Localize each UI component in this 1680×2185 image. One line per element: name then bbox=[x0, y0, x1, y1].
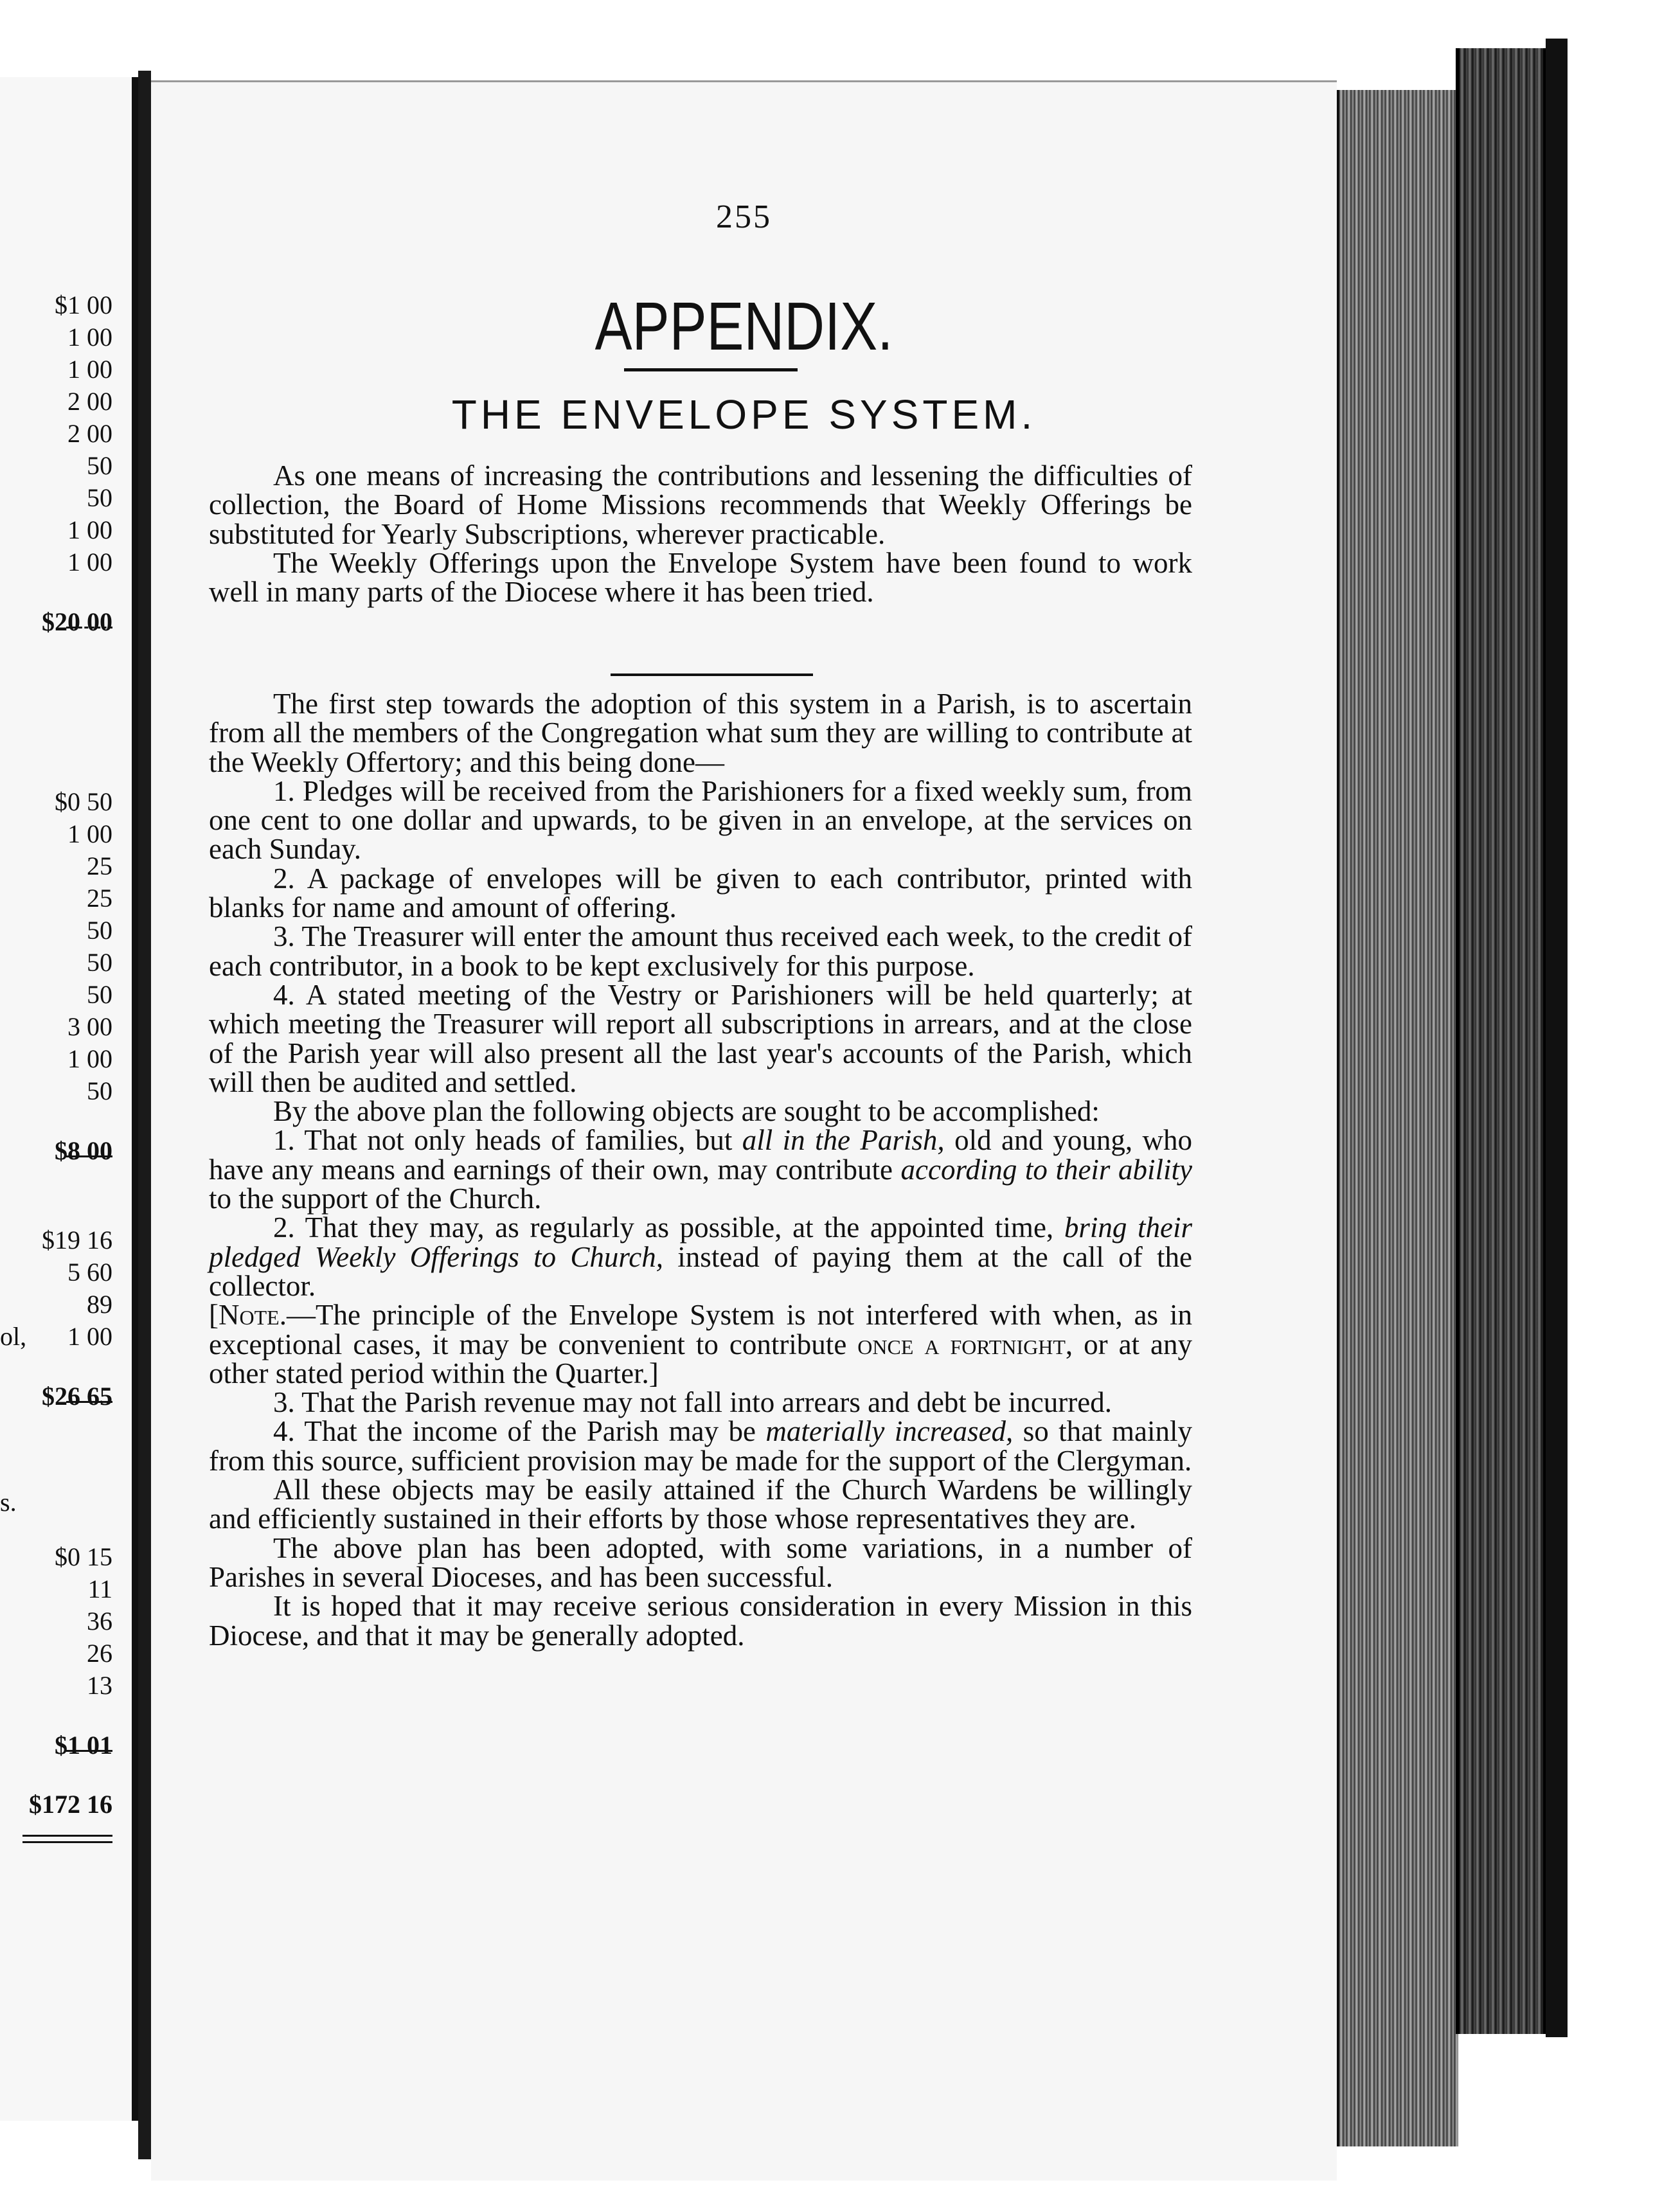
body-paragraph: The first step towards the adoption of this system in a Parish, is to ascertain from all the members of the Congregation what sum they are willing to contribute at the Weekly Offertory; and this being done— bbox=[209, 688, 1192, 778]
ledger-amount: $26 65 bbox=[42, 1382, 112, 1411]
ledger-amount: 50 bbox=[87, 980, 112, 1009]
ledger-amount: 1 00 bbox=[67, 323, 112, 352]
ledger-amount: 1 00 bbox=[67, 515, 112, 544]
ledger-amount: 11 bbox=[87, 1574, 112, 1603]
ledger-amount: $172 16 bbox=[29, 1790, 112, 1819]
ledger-amount: 50 bbox=[87, 1076, 112, 1105]
ledger-amount: $8 00 bbox=[55, 1136, 112, 1165]
ledger-amount: 1 00 bbox=[67, 1044, 112, 1073]
closing-paragraph: All these objects may be easily attained if the Church Wardens be willingly and efficiently sustained in their efforts by those whose representatives they are. bbox=[209, 1474, 1192, 1535]
text-run: instead of paying them at the call of the collector. bbox=[209, 1240, 1192, 1302]
body-paragraph: By the above plan the following objects are sought to be accomplished: bbox=[273, 1095, 1100, 1128]
text-run: to the support of the Church. bbox=[209, 1182, 542, 1215]
text-fragment: ol, bbox=[0, 1322, 27, 1351]
ledger-amount: 26 bbox=[87, 1639, 112, 1668]
ledger-amount: $0 15 bbox=[55, 1542, 112, 1571]
ledger-amount: $19 16 bbox=[42, 1226, 112, 1254]
ledger-amount: 89 bbox=[87, 1290, 112, 1319]
ledger-amount: $20 00 bbox=[42, 607, 112, 636]
text-run: [ bbox=[209, 1299, 219, 1332]
book-cover-board bbox=[1546, 39, 1568, 2037]
ledger-amount: 50 bbox=[87, 451, 112, 480]
intro-text bbox=[209, 461, 1192, 607]
text-run: 1. That not only heads of families, but bbox=[273, 1124, 742, 1157]
ledger-amount: 2 00 bbox=[67, 419, 112, 448]
intro-paragraph: The Weekly Offerings upon the Envelope System have been found to work well in many parts of the Diocese where it has been tried. bbox=[209, 546, 1192, 609]
objective-paragraph bbox=[209, 1126, 1192, 1213]
small-caps-text: once a fortnight, bbox=[857, 1328, 1073, 1360]
closing-paragraph: It is hoped that it may receive serious consideration in every Mission in this Diocese, and that it may be generally adopted. bbox=[209, 1590, 1192, 1652]
section-rule bbox=[611, 673, 813, 676]
left-facing-page bbox=[0, 77, 138, 2121]
section-title: THE ENVELOPE SYSTEM. bbox=[451, 391, 1037, 438]
ledger-amount: 50 bbox=[87, 483, 112, 512]
step-paragraph: 3. The Treasurer will enter the amount thus received each week, to the credit of each contributor, in a book to be kept exclusively for this purpose. bbox=[209, 920, 1192, 982]
total-double-rule bbox=[22, 1835, 112, 1843]
ledger-amount: 25 bbox=[87, 852, 112, 880]
ledger-amount: 25 bbox=[87, 884, 112, 913]
intro-paragraph: As one means of increasing the contributions and lessening the difficulties of collection, the Board of Home Missions recommends that Weekly Offerings be substituted for Yearly Subscriptions, wherever practicable. bbox=[209, 459, 1192, 550]
text-run: or at any other stated period within the Quarter.] bbox=[209, 1328, 1193, 1389]
text-run: so that mainly from this source, sufficient provision may be made for the support of the Clergyman. bbox=[209, 1415, 1192, 1477]
ledger-amount: 3 00 bbox=[67, 1012, 112, 1041]
ledger-amount: 1 00 bbox=[67, 355, 112, 384]
step-paragraph: 1. Pledges will be received from the Parishioners for a fixed weekly sum, from one cent to one dollar and upwards, to be given in an envelope, at the services on each Sunday. bbox=[209, 774, 1192, 866]
text-run: old and young, who have any means and earnings of their own, may contribute bbox=[209, 1124, 1192, 1186]
book-gutter bbox=[138, 71, 151, 2159]
ledger-amount: 5 60 bbox=[67, 1258, 112, 1287]
step-paragraph: 4. A stated meeting of the Vestry or Parishioners will be held quarterly; at which meeting the Treasurer will report all subscriptions in arrears, and at the close of the Parish year will also present all the last year's accounts of the Parish, which will then be audited and settled. bbox=[209, 978, 1192, 1098]
text-run: —The principle of the Envelope System is not interfered with when, as in exceptional cases, it may be convenient to contribute bbox=[209, 1299, 1192, 1360]
note-label: Note. bbox=[219, 1299, 287, 1332]
book-fore-edge bbox=[1337, 90, 1458, 2146]
text-run: 2. That they may, as regularly as possible, at the appointed time, bbox=[273, 1211, 1064, 1244]
appendix-heading: APPENDIX. bbox=[594, 289, 893, 364]
note-paragraph bbox=[209, 1301, 1192, 1388]
body-text bbox=[209, 690, 1192, 1650]
main-page bbox=[151, 80, 1337, 2181]
emphasis: all in the Parish, bbox=[742, 1124, 945, 1157]
objective-paragraph: 3. That the Parish revenue may not fall into arrears and debt be incurred. bbox=[273, 1386, 1112, 1419]
step-paragraph: 2. A package of envelopes will be given to each contributor, printed with blanks for name and amount of offering. bbox=[209, 862, 1192, 924]
emphasis: bring their pledged Weekly Offerings to Church, bbox=[209, 1211, 1192, 1273]
text-fragment: s. bbox=[0, 1488, 17, 1517]
ledger-amount: 2 00 bbox=[67, 387, 112, 416]
objective-paragraph bbox=[209, 1417, 1192, 1476]
ledger-amount: 50 bbox=[87, 948, 112, 977]
ledger-amount: $0 50 bbox=[55, 787, 112, 816]
text-run: 4. That the income of the Parish may be bbox=[273, 1415, 766, 1448]
ledger-amount: 36 bbox=[87, 1607, 112, 1636]
book-cover-edge bbox=[1456, 48, 1550, 2034]
ledger-amount: 1 00 bbox=[67, 819, 112, 848]
ledger-amount: $1 01 bbox=[55, 1731, 112, 1760]
closing-paragraph: The above plan has been adopted, with some variations, in a number of Parishes in several Dioceses, and has been successful. bbox=[209, 1531, 1192, 1593]
ledger-amount: 1 00 bbox=[67, 1322, 112, 1351]
ledger-amount: 13 bbox=[87, 1671, 112, 1700]
ledger-amount: 50 bbox=[87, 916, 112, 945]
emphasis: according to their ability bbox=[900, 1153, 1192, 1186]
emphasis: materially increased, bbox=[765, 1415, 1014, 1448]
objective-paragraph bbox=[209, 1213, 1192, 1301]
page-number: 255 bbox=[716, 199, 772, 235]
ledger-amount: 1 00 bbox=[67, 548, 112, 576]
heading-rule bbox=[624, 368, 798, 371]
ledger-amount: $1 00 bbox=[55, 290, 112, 319]
